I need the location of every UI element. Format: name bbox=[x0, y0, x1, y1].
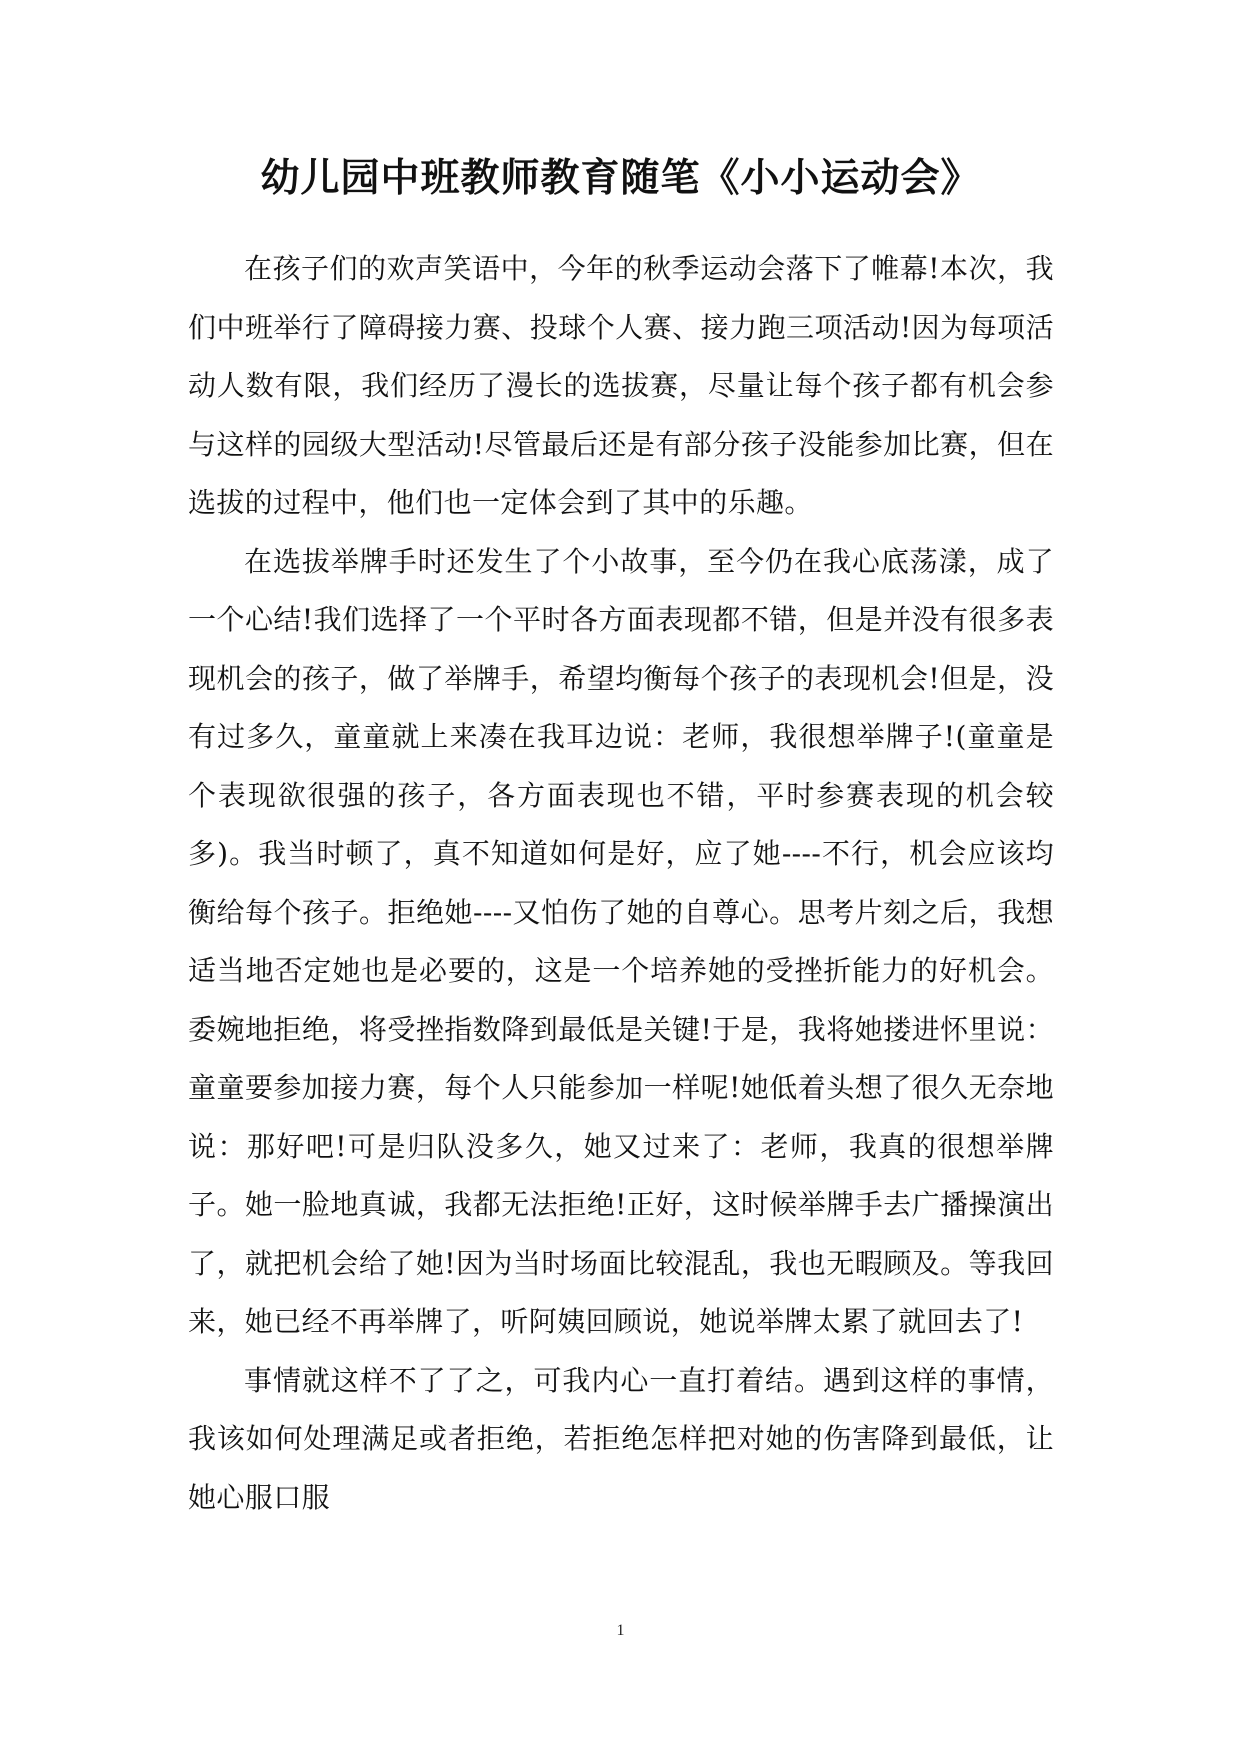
document-body bbox=[188, 240, 1054, 1527]
paragraph-3: 事情就这样不了了之，可我内心一直打着结。遇到这样的事情，我该如何处理满足或者拒绝，若拒绝怎样把对她的伤害降到最低，让她心服口服 bbox=[188, 1363, 1054, 1514]
document-title: 幼儿园中班教师教育随笔《小小运动会》 bbox=[260, 155, 981, 201]
page-number: 1 bbox=[616, 1622, 625, 1639]
paragraph-2: 在选拔举牌手时还发生了个小故事，至今仍在我心底荡漾，成了一个心结!我们选择了一个平时各方面表现都不错，但是并没有很多表现机会的孩子，做了举牌手，希望均衡每个孩子的表现机会!但是，没有过多久，童童就上来凑在我耳边说：老师，我很想举牌子!(童童是个表现欲很强的孩子，各方面表现也不错，平时参赛表现的机会较多)。我当时顿了，真不知道如何是好，应了她----不行，机会应该均衡给每个孩子。拒绝她----又怕伤了她的自尊心。思考片刻之后，我想适当地否定她也是必要的，这是一个培养她的受挫折能力的好机会。委婉地拒绝，将受挫指数降到最低是关键!于是，我将她搂进怀里说：童童要参加接力赛，每个人只能参加一样呢!她低着头想了很久无奈地说：那好吧!可是归队没多久，她又过来了：老师，我真的很想举牌子。她一脸地真诚，我都无法拒绝!正好，这时候举牌手去广播操演出了，就把机会给了她!因为当时场面比较混乱，我也无暇顾及。等我回来，她已经不再举牌了，听阿姨回顾说，她说举牌太累了就回去了! bbox=[188, 544, 1054, 1338]
paragraph-1: 在孩子们的欢声笑语中，今年的秋季运动会落下了帷幕!本次，我们中班举行了障碍接力赛、投球个人赛、接力跑三项活动!因为每项活动人数有限，我们经历了漫长的选拔赛，尽量让每个孩子都有机会参与这样的园级大型活动!尽管最后还是有部分孩子没能参加比赛，但在选拔的过程中，他们也一定体会到了其中的乐趣。 bbox=[188, 252, 1054, 519]
